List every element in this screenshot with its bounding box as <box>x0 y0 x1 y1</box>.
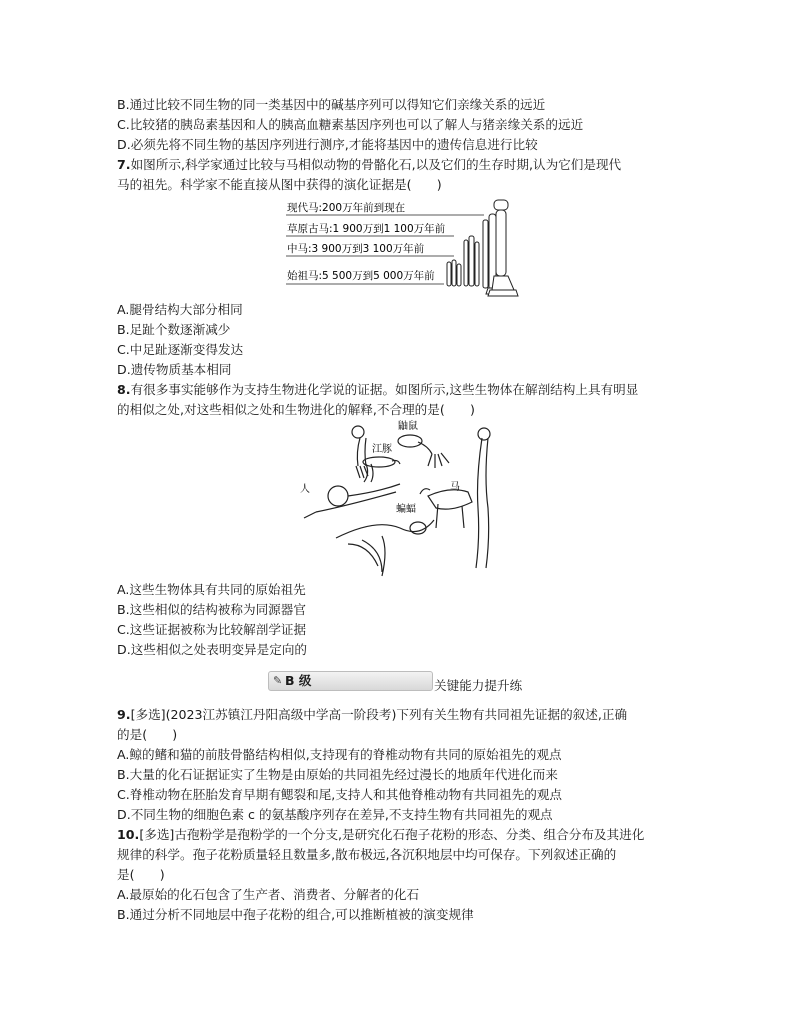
q7-text1: 如图所示,科学家通过比较与马相似动物的骨骼化石,以及它们的生存时期,认为它们是现代 <box>130 157 622 172</box>
q9-stem-line1 <box>117 706 627 724</box>
q8-option-c: C.这些证据被称为比较解剖学证据 <box>117 622 307 637</box>
q8-stem-line2: 的相似之处,对这些相似之处和生物进化的解释,不合理的是( ) <box>117 402 475 417</box>
pencil-icon: ✎ <box>273 674 283 687</box>
q10-option-a: A.最原始的化石包含了生产者、消费者、分解者的化石 <box>117 887 420 902</box>
label-horse: 马 <box>450 482 460 493</box>
section-badge-label: B 级 <box>285 673 312 688</box>
q7-option-d: D.遗传物质基本相同 <box>117 362 232 377</box>
q10-stem-line3: 是( ) <box>117 867 165 882</box>
q9-option-d: D.不同生物的细胞色素 c 的氨基酸序列存在差异,不支持生物有共同祖先的观点 <box>117 807 553 822</box>
q9-stem-line2: 的是( ) <box>117 727 178 742</box>
q9-option-b: B.大量的化石证据证实了生物是由原始的共同祖先经过漫长的地质年代进化而来 <box>117 767 558 782</box>
q8-option-b: B.这些相似的结构被称为同源器官 <box>117 602 306 617</box>
q6-option-b: B.通过比较不同生物的同一类基因中的碱基序列可以得知它们亲缘关系的远近 <box>117 97 546 112</box>
label-dolphin: 江豚 <box>372 444 392 455</box>
q10-option-b: B.通过分析不同地层中孢子花粉的组合,可以推断植被的演变规律 <box>117 907 474 922</box>
q7-number: 7. <box>117 157 131 172</box>
label-merychippus: 草原古马:1 900万到1 100万年前 <box>287 223 446 235</box>
eohippus-foot-bones <box>447 260 461 286</box>
horse-leg <box>420 428 490 568</box>
horse-evolution-figure <box>284 196 520 300</box>
q7-stem-line2: 马的祖先。科学家不能直接从图中获得的演化证据是( ) <box>117 177 442 192</box>
q7-option-c: C.中足趾逐渐变得发达 <box>117 342 244 357</box>
section-title: 关键能力提升练 <box>434 678 523 693</box>
q8-text1: 有很多事实能够作为支持生物进化学说的证据。如图所示,这些生物体在解剖结构上具有明显 <box>130 382 639 397</box>
q8-number: 8. <box>117 382 131 397</box>
q9-number: 9. <box>117 707 131 722</box>
q8-option-a: A.这些生物体具有共同的原始祖先 <box>117 582 306 597</box>
q6-option-c: C.比较猪的胰岛素基因和人的胰高血糖素基因序列也可以了解人与猪亲缘关系的远近 <box>117 117 584 132</box>
q7-option-a: A.腿骨结构大部分相同 <box>117 302 243 317</box>
q10-stem-line2: 规律的科学。孢子花粉质量轻且数量多,散布极远,各沉积地层中均可保存。下列叙述正确的 <box>117 847 617 862</box>
q6-option-d: D.必须先将不同生物的基因序列进行测序,才能将基因中的遗传信息进行比较 <box>117 137 538 152</box>
q10-number: 10. <box>117 827 140 842</box>
label-human: 人 <box>300 484 310 495</box>
q10-text1: [多选]古孢粉学是孢粉学的一个分支,是研究化石孢子花粉的形态、分类、组合分布及其进化 <box>139 827 645 842</box>
label-mole: 鼬鼠 <box>398 421 418 432</box>
mole-forelimb <box>398 435 449 468</box>
label-eohippus: 始祖马:5 500万到5 000万年前 <box>287 270 435 282</box>
q7-option-b: B.足趾个数逐渐减少 <box>117 322 231 337</box>
q9-option-a: A.鲸的鳍和猫的前肢骨骼结构相似,支持现有的脊椎动物有共同的原始祖先的观点 <box>117 747 562 762</box>
human-arm <box>304 426 400 518</box>
mesohippus-foot-bones <box>464 236 479 286</box>
label-modern-horse: 现代马:200万年前到现在 <box>287 202 406 214</box>
q8-option-d: D.这些相似之处表明变异是定向的 <box>117 642 308 657</box>
section-badge-bar <box>268 671 433 691</box>
q9-text1: [多选](2023江苏镇江丹阳高级中学高一阶段考)下列有关生物有共同祖先证据的叙述,正确 <box>130 707 628 722</box>
homologous-limbs-figure <box>292 420 502 578</box>
q9-option-c: C.脊椎动物在胚胎发育早期有鳃裂和尾,支持人和其他脊椎动物有共同祖先的观点 <box>117 787 562 802</box>
bat-wing <box>336 520 434 576</box>
q8-stem-line1 <box>117 381 638 399</box>
dolphin-flipper <box>363 457 400 482</box>
label-bat: 蝙蝠 <box>396 504 416 515</box>
q7-stem-line1 <box>117 156 621 174</box>
label-mesohippus: 中马:3 900万到3 100万年前 <box>287 243 425 255</box>
q10-stem-line1 <box>117 826 644 844</box>
